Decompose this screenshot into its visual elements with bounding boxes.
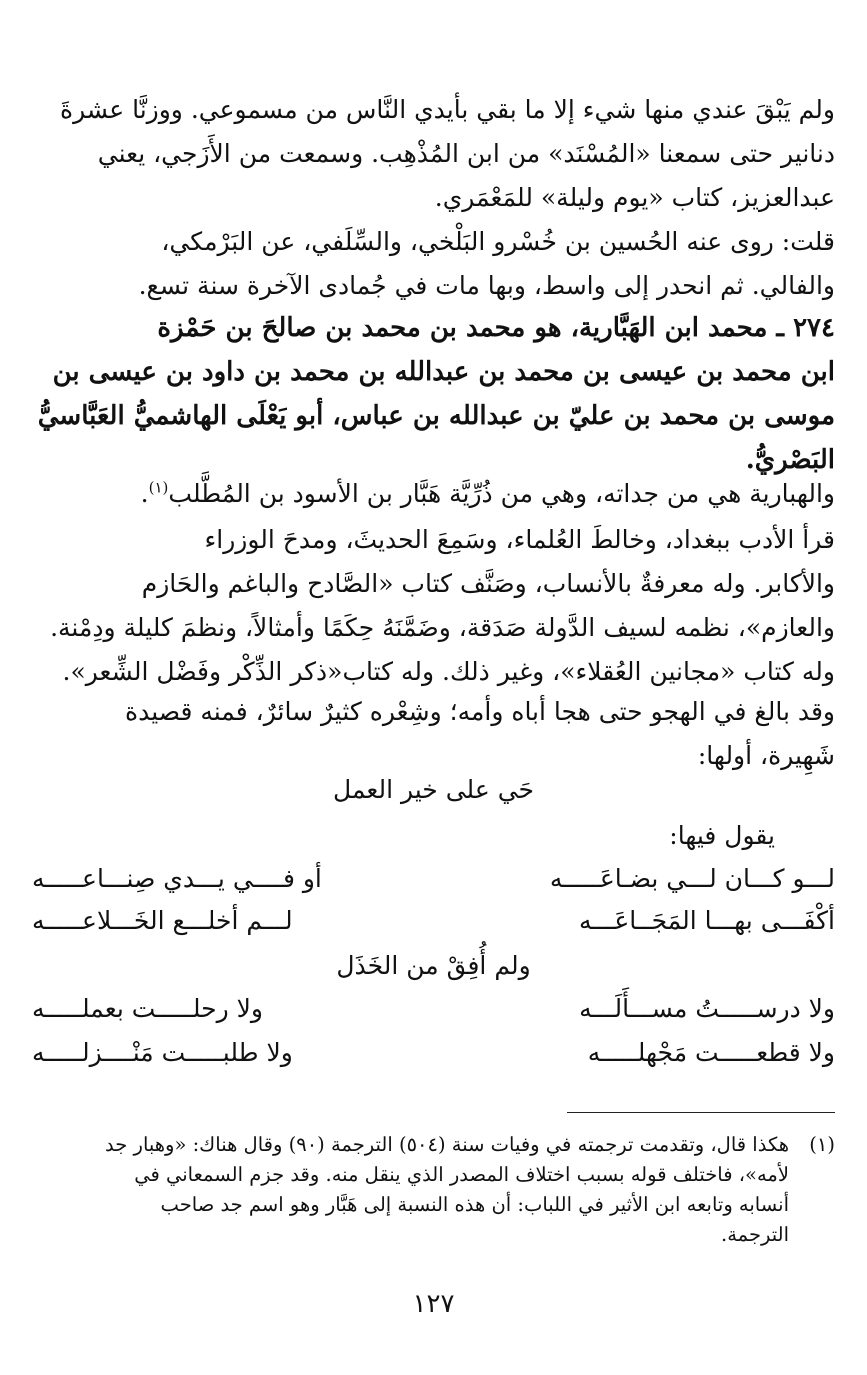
verse-second-hemistich: أو فــــي يـــدي صِنـــاعـــــه bbox=[32, 864, 322, 893]
text-line: قلت: روى عنه الحُسين بن خُسْرو البَلْخي، والسِّلَفي، عن البَرْمكي، bbox=[161, 227, 835, 256]
heading-line: ٢٧٤ ـ محمد ابن الهَبَّارية، هو محمد بن محمد بن صالحَ بن حَمْزة bbox=[157, 313, 835, 343]
page-number: ١٢٧ bbox=[412, 1289, 455, 1319]
text-line bbox=[32, 472, 835, 516]
footnote-line: هكذا قال، وتقدمت ترجمته في وفيات سنة (٥٠٤) الترجمة (٩٠) وقال هناك: «وهبار جد bbox=[105, 1133, 789, 1156]
text-line: عبدالعزيز، كتاب «يوم وليلة» للمَعْمَري. bbox=[434, 183, 835, 212]
verse-first-hemistich: لـــو كـــان لـــي بضـاعَـــــه bbox=[549, 864, 835, 893]
footnote-text bbox=[32, 1130, 789, 1250]
paragraph-5 bbox=[32, 690, 835, 778]
entry-heading bbox=[32, 306, 835, 482]
verse-first-hemistich: أكْفَـــى بهـــا المَجَــاعَـــه bbox=[579, 906, 835, 935]
footnote-line: لأمه»، فاختلف قوله بسبب اختلاف المصدر الذي ينقل منه. وقد جزم السمعاني في bbox=[134, 1163, 789, 1186]
text-line: ولم يَبْقَ عندي منها شيء إلا ما بقي بأيدي النَّاس من مسموعي. ووزنَّا عشرةَ bbox=[60, 95, 835, 124]
verse-refrain: ولم أُفِقْ من الخَذَل bbox=[336, 951, 531, 980]
text-line: وقد بالغ في الهجو حتى هجا أباه وأمه؛ وشِعْره كثيرٌ سائرٌ، فمنه قصيدة bbox=[125, 697, 835, 726]
text-line: والفالي. ثم انحدر إلى واسط، وبها مات في جُمادى الآخرة سنة تسع. bbox=[138, 271, 835, 300]
paragraph-3-end: . bbox=[140, 479, 149, 508]
text-line: وله كتاب «مجانين العُقلاء»، وغير ذلك. وله كتاب«ذكر الذِّكْر وفَضْل الشِّعر». bbox=[62, 657, 835, 686]
paragraph-3 bbox=[32, 472, 835, 516]
verse-second-hemistich: لـــم أخلـــع الخَـــلاعـــــه bbox=[32, 906, 293, 935]
heading-line: ابن محمد بن عيسى بن محمد بن عبدالله بن محمد بن داود بن عيسى بن bbox=[52, 357, 835, 387]
footnote-marker: (١) bbox=[809, 1133, 835, 1156]
footnote-reference[interactable]: (١) bbox=[148, 478, 169, 497]
verse-second-hemistich: ولا طلبـــــت مَنْــــزلـــــه bbox=[32, 1038, 293, 1067]
verse-row bbox=[32, 856, 835, 902]
footnote-separator bbox=[567, 1112, 835, 1113]
footnote-line: أنسابه وتابعه ابن الأثير في اللباب: أن هذه النسبة إلى هَبَّار وهو اسم جد صاحب bbox=[160, 1193, 789, 1216]
text-line: شَهِيرة، أولها: bbox=[697, 741, 835, 770]
verse-row bbox=[32, 986, 835, 1032]
text-line: قرأ الأدب ببغداد، وخالطَ العُلماء، وسَمِعَ الحديثَ، ومدحَ الوزراء bbox=[204, 525, 835, 554]
footnote-line: الترجمة. bbox=[721, 1223, 789, 1246]
verse-row bbox=[32, 1030, 835, 1076]
verse-second-hemistich: ولا رحلـــــت بعملـــــه bbox=[32, 994, 263, 1023]
text-line: والأكابر. وله معرفةٌ بالأنساب، وصَنَّف كتاب «الصَّادح والباغم والحَازم bbox=[141, 569, 835, 598]
text-line: والعازم»، نظمه لسيف الدَّولة صَدَقة، وضَمَّنَهُ حِكَمًا وأمثالاً، ونظمَ كليلة ودِمْنة. bbox=[50, 613, 835, 642]
verse-first-hemistich: ولا قطعـــــت مَجْهلـــــه bbox=[587, 1038, 835, 1067]
paragraph-3-text: والهبارية هي من جداته، وهي من ذُرِّيَّة هَبَّار بن الأسود بن المُطَّلب bbox=[168, 479, 835, 508]
verse-row bbox=[32, 898, 835, 944]
paragraph-4 bbox=[32, 518, 835, 694]
poem-opening: حَي على خير العمل bbox=[333, 775, 534, 804]
paragraph-2 bbox=[32, 220, 835, 308]
heading-line: البَصْريُّ. bbox=[745, 445, 835, 475]
text-line: دنانير حتى سمعنا «المُسْنَد» من ابن المُذْهِب. وسمعت من الأَزَجي، يعني bbox=[97, 139, 835, 168]
poem-intro: يقول فيها: bbox=[669, 821, 775, 850]
paragraph-1 bbox=[32, 88, 835, 220]
heading-line: موسى بن محمد بن عليّ بن عبدالله بن عباس، أبو يَعْلَى الهاشميُّ العَبَّاسيُّ bbox=[37, 401, 835, 431]
verse-first-hemistich: ولا درســـــتُ مســـأَلَـــه bbox=[579, 994, 835, 1023]
